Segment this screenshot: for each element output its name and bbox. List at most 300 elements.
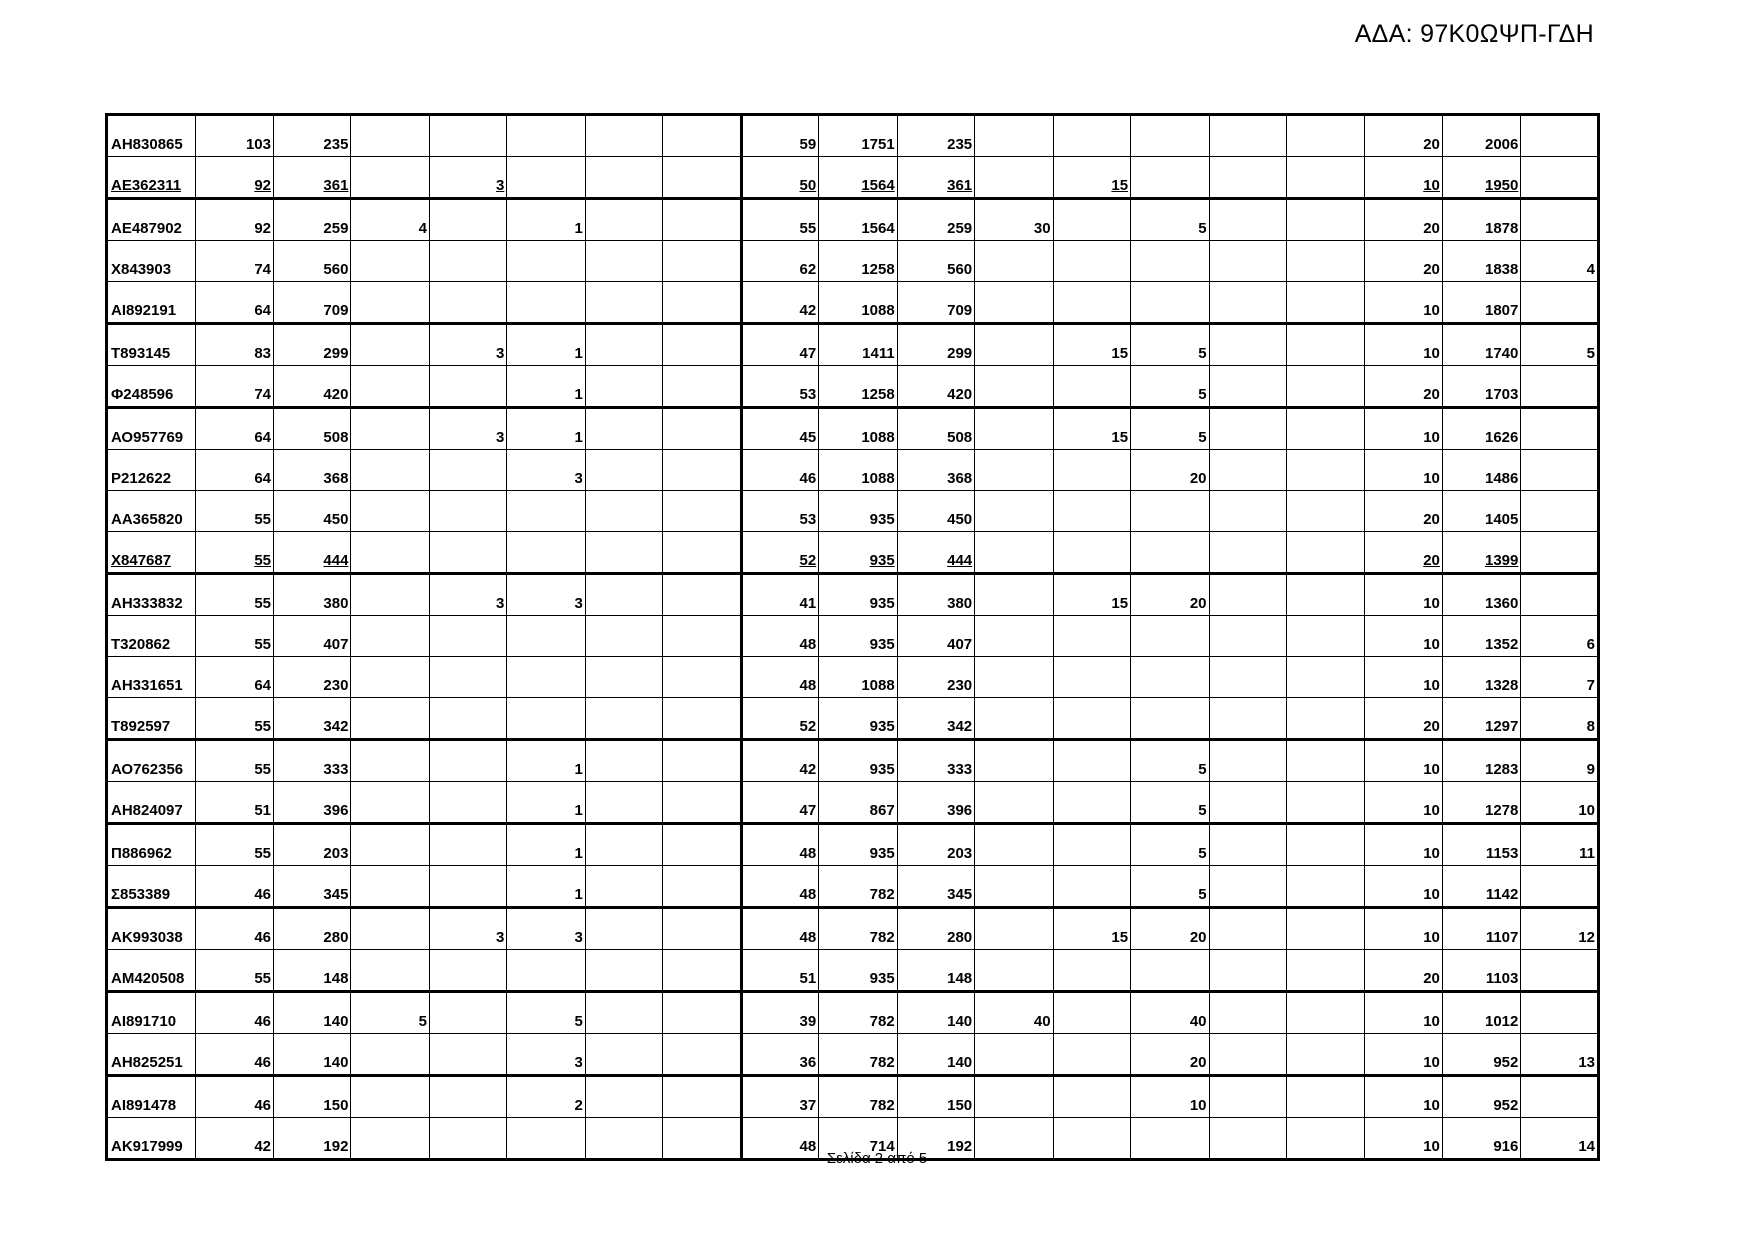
value-cell: 709 (274, 282, 351, 324)
value-cell (1209, 157, 1286, 199)
value-cell (1209, 992, 1286, 1034)
value-cell: 1 (507, 408, 585, 450)
value-cell: 30 (975, 199, 1053, 241)
value-cell: 51 (195, 782, 273, 824)
value-cell: 2 (507, 1076, 585, 1118)
value-cell: 7 (1521, 657, 1599, 698)
value-cell (663, 824, 741, 866)
value-cell (1286, 199, 1364, 241)
value-cell (1521, 866, 1599, 908)
value-cell (1053, 491, 1130, 532)
value-cell (351, 1034, 429, 1076)
id-cell: ΑΙ892191 (107, 282, 196, 324)
value-cell: 1352 (1442, 616, 1520, 657)
value-cell (585, 157, 662, 199)
value-cell: 1 (507, 324, 585, 366)
value-cell (663, 115, 741, 157)
value-cell (1053, 824, 1130, 866)
value-cell: 59 (741, 115, 818, 157)
value-cell (1286, 866, 1364, 908)
value-cell (1521, 574, 1599, 616)
value-cell: 10 (1365, 324, 1442, 366)
id-cell: ΑΜ420508 (107, 950, 196, 992)
value-cell: 20 (1131, 450, 1209, 491)
value-cell: 48 (741, 824, 818, 866)
value-cell (351, 698, 429, 740)
value-cell: 53 (741, 491, 818, 532)
value-cell: 37 (741, 1076, 818, 1118)
value-cell: 407 (274, 616, 351, 657)
value-cell: 45 (741, 408, 818, 450)
value-cell: 259 (897, 199, 974, 241)
value-cell: 3 (507, 1034, 585, 1076)
value-cell (585, 992, 662, 1034)
value-cell (975, 366, 1053, 408)
id-cell: Σ853389 (107, 866, 196, 908)
value-cell: 935 (819, 740, 897, 782)
value-cell (351, 782, 429, 824)
value-cell: 51 (741, 950, 818, 992)
value-cell (1131, 115, 1209, 157)
table-row (107, 574, 1599, 616)
value-cell: 10 (1365, 1118, 1442, 1160)
value-cell: 55 (195, 574, 273, 616)
value-cell (1131, 282, 1209, 324)
value-cell: 1088 (819, 450, 897, 491)
table-row (107, 908, 1599, 950)
value-cell (507, 157, 585, 199)
value-cell: 396 (274, 782, 351, 824)
value-cell: 5 (1131, 324, 1209, 366)
value-cell (1286, 324, 1364, 366)
value-cell: 20 (1365, 950, 1442, 992)
value-cell: 396 (897, 782, 974, 824)
value-cell (1209, 782, 1286, 824)
id-cell: ΑΗ824097 (107, 782, 196, 824)
value-cell: 42 (741, 282, 818, 324)
value-cell (1209, 574, 1286, 616)
value-cell (507, 282, 585, 324)
value-cell: 3 (429, 908, 506, 950)
value-cell: 867 (819, 782, 897, 824)
value-cell (975, 616, 1053, 657)
value-cell: 1 (507, 866, 585, 908)
value-cell: 20 (1365, 491, 1442, 532)
value-cell: 64 (195, 282, 273, 324)
value-cell: 1103 (1442, 950, 1520, 992)
value-cell (1286, 616, 1364, 657)
value-cell (351, 574, 429, 616)
value-cell (585, 616, 662, 657)
value-cell: 55 (195, 698, 273, 740)
value-cell: 5 (1131, 824, 1209, 866)
value-cell: 782 (819, 908, 897, 950)
value-cell (663, 657, 741, 698)
value-cell: 361 (274, 157, 351, 199)
value-cell: 10 (1365, 740, 1442, 782)
value-cell (975, 450, 1053, 491)
value-cell (351, 408, 429, 450)
id-cell: ΑΟ957769 (107, 408, 196, 450)
value-cell: 1258 (819, 366, 897, 408)
value-cell (1286, 740, 1364, 782)
value-cell: 299 (897, 324, 974, 366)
value-cell: 1564 (819, 157, 897, 199)
value-cell: 40 (975, 992, 1053, 1034)
id-cell: ΑΗ830865 (107, 115, 196, 157)
value-cell: 1399 (1442, 532, 1520, 574)
value-cell: 46 (741, 450, 818, 491)
value-cell: 333 (897, 740, 974, 782)
value-cell: 55 (195, 824, 273, 866)
value-cell: 92 (195, 199, 273, 241)
value-cell: 192 (274, 1118, 351, 1160)
value-cell: 20 (1131, 908, 1209, 950)
value-cell: 10 (1365, 657, 1442, 698)
value-cell: 203 (897, 824, 974, 866)
value-cell: 41 (741, 574, 818, 616)
value-cell: 3 (507, 574, 585, 616)
value-cell: 5 (1131, 866, 1209, 908)
value-cell (507, 115, 585, 157)
value-cell (351, 450, 429, 491)
table-row (107, 657, 1599, 698)
value-cell: 345 (897, 866, 974, 908)
id-cell: ΑΙ891478 (107, 1076, 196, 1118)
value-cell (1209, 657, 1286, 698)
value-cell (1521, 950, 1599, 992)
results-table-body (107, 115, 1599, 1160)
value-cell (1131, 616, 1209, 657)
value-cell (1053, 698, 1130, 740)
id-cell: ΑΗ331651 (107, 657, 196, 698)
value-cell (1521, 408, 1599, 450)
table-row (107, 241, 1599, 282)
value-cell (1286, 408, 1364, 450)
value-cell: 5 (507, 992, 585, 1034)
value-cell: 48 (741, 1118, 818, 1160)
value-cell: 15 (1053, 408, 1130, 450)
value-cell: 20 (1365, 532, 1442, 574)
value-cell (585, 1076, 662, 1118)
value-cell: 55 (195, 950, 273, 992)
value-cell: 10 (1365, 908, 1442, 950)
value-cell (975, 574, 1053, 616)
value-cell (975, 532, 1053, 574)
value-cell (663, 450, 741, 491)
value-cell: 20 (1365, 241, 1442, 282)
value-cell: 5 (351, 992, 429, 1034)
value-cell: 48 (741, 866, 818, 908)
value-cell (585, 824, 662, 866)
value-cell (1209, 282, 1286, 324)
value-cell (1286, 698, 1364, 740)
id-cell: ΑΚ993038 (107, 908, 196, 950)
value-cell (351, 491, 429, 532)
value-cell (663, 532, 741, 574)
value-cell: 1 (507, 782, 585, 824)
value-cell (507, 698, 585, 740)
value-cell (429, 491, 506, 532)
value-cell: 782 (819, 992, 897, 1034)
value-cell: 203 (274, 824, 351, 866)
value-cell: 444 (897, 532, 974, 574)
value-cell: 235 (897, 115, 974, 157)
table-row (107, 740, 1599, 782)
value-cell (975, 1076, 1053, 1118)
value-cell (1131, 241, 1209, 282)
value-cell (1209, 698, 1286, 740)
value-cell: 12 (1521, 908, 1599, 950)
value-cell: 150 (274, 1076, 351, 1118)
value-cell: 1258 (819, 241, 897, 282)
value-cell (975, 782, 1053, 824)
id-cell: Τ892597 (107, 698, 196, 740)
value-cell (1053, 782, 1130, 824)
value-cell (975, 698, 1053, 740)
value-cell: 14 (1521, 1118, 1599, 1160)
value-cell: 508 (897, 408, 974, 450)
value-cell: 935 (819, 491, 897, 532)
value-cell (429, 616, 506, 657)
value-cell: 1 (507, 740, 585, 782)
value-cell (585, 324, 662, 366)
value-cell: 368 (274, 450, 351, 491)
table-row (107, 532, 1599, 574)
value-cell: 55 (195, 616, 273, 657)
value-cell: 1012 (1442, 992, 1520, 1034)
value-cell (1209, 866, 1286, 908)
value-cell: 230 (897, 657, 974, 698)
value-cell (1209, 115, 1286, 157)
id-cell: Τ320862 (107, 616, 196, 657)
value-cell (975, 866, 1053, 908)
value-cell (429, 740, 506, 782)
value-cell: 935 (819, 574, 897, 616)
value-cell: 444 (274, 532, 351, 574)
value-cell: 3 (429, 574, 506, 616)
value-cell: 935 (819, 532, 897, 574)
value-cell: 280 (897, 908, 974, 950)
value-cell (351, 616, 429, 657)
value-cell (1053, 616, 1130, 657)
value-cell (975, 408, 1053, 450)
value-cell: 10 (1521, 782, 1599, 824)
value-cell (1053, 199, 1130, 241)
value-cell: 46 (195, 908, 273, 950)
value-cell (1286, 450, 1364, 491)
value-cell: 407 (897, 616, 974, 657)
value-cell (429, 366, 506, 408)
value-cell (1053, 450, 1130, 491)
value-cell: 1 (507, 366, 585, 408)
value-cell (1286, 115, 1364, 157)
value-cell (351, 950, 429, 992)
table-row (107, 408, 1599, 450)
value-cell (663, 574, 741, 616)
value-cell: 280 (274, 908, 351, 950)
value-cell: 10 (1365, 1076, 1442, 1118)
value-cell: 15 (1053, 574, 1130, 616)
value-cell: 140 (274, 992, 351, 1034)
value-cell: 10 (1365, 992, 1442, 1034)
value-cell: 1 (507, 199, 585, 241)
value-cell: 1740 (1442, 324, 1520, 366)
value-cell (429, 1034, 506, 1076)
value-cell (1209, 450, 1286, 491)
value-cell (351, 866, 429, 908)
value-cell (975, 115, 1053, 157)
value-cell: 782 (819, 1034, 897, 1076)
value-cell: 5 (1521, 324, 1599, 366)
value-cell: 140 (897, 992, 974, 1034)
value-cell: 1838 (1442, 241, 1520, 282)
value-cell (585, 532, 662, 574)
value-cell (585, 1034, 662, 1076)
value-cell: 935 (819, 698, 897, 740)
value-cell (1131, 657, 1209, 698)
value-cell: 55 (195, 532, 273, 574)
value-cell (1286, 1034, 1364, 1076)
value-cell (1209, 740, 1286, 782)
value-cell (1286, 950, 1364, 992)
value-cell (1209, 324, 1286, 366)
value-cell (1053, 366, 1130, 408)
value-cell (1053, 1076, 1130, 1118)
value-cell (663, 366, 741, 408)
value-cell (1053, 992, 1130, 1034)
value-cell (1286, 1076, 1364, 1118)
id-cell: Φ248596 (107, 366, 196, 408)
value-cell: 380 (274, 574, 351, 616)
value-cell (1286, 657, 1364, 698)
value-cell (585, 782, 662, 824)
value-cell (1053, 1034, 1130, 1076)
table-row (107, 950, 1599, 992)
value-cell (1286, 782, 1364, 824)
value-cell (351, 157, 429, 199)
value-cell: 52 (741, 532, 818, 574)
value-cell: 1142 (1442, 866, 1520, 908)
value-cell (663, 408, 741, 450)
value-cell: 230 (274, 657, 351, 698)
value-cell: 39 (741, 992, 818, 1034)
value-cell (351, 1076, 429, 1118)
id-cell: ΑΕ362311 (107, 157, 196, 199)
value-cell (351, 282, 429, 324)
value-cell: 20 (1365, 199, 1442, 241)
value-cell (1521, 1076, 1599, 1118)
value-cell: 47 (741, 782, 818, 824)
value-cell: 1088 (819, 657, 897, 698)
value-cell (1286, 532, 1364, 574)
value-cell: 148 (897, 950, 974, 992)
value-cell: 6 (1521, 616, 1599, 657)
table-row (107, 366, 1599, 408)
value-cell: 5 (1131, 782, 1209, 824)
value-cell (1131, 491, 1209, 532)
value-cell (663, 992, 741, 1034)
value-cell (663, 199, 741, 241)
value-cell (1521, 450, 1599, 491)
value-cell: 10 (1365, 408, 1442, 450)
value-cell (429, 199, 506, 241)
value-cell: 55 (195, 740, 273, 782)
value-cell: 55 (741, 199, 818, 241)
value-cell (975, 740, 1053, 782)
value-cell: 1751 (819, 115, 897, 157)
id-cell: ΑΑ365820 (107, 491, 196, 532)
value-cell: 48 (741, 616, 818, 657)
value-cell: 46 (195, 1034, 273, 1076)
value-cell (429, 782, 506, 824)
value-cell (663, 698, 741, 740)
value-cell: 342 (274, 698, 351, 740)
value-cell (1131, 532, 1209, 574)
table-row (107, 199, 1599, 241)
value-cell: 62 (741, 241, 818, 282)
table-row (107, 616, 1599, 657)
value-cell: 8 (1521, 698, 1599, 740)
value-cell: 10 (1365, 824, 1442, 866)
value-cell (351, 824, 429, 866)
value-cell: 192 (897, 1118, 974, 1160)
value-cell (1209, 366, 1286, 408)
value-cell: 83 (195, 324, 273, 366)
value-cell: 5 (1131, 366, 1209, 408)
value-cell (1209, 532, 1286, 574)
value-cell (975, 657, 1053, 698)
value-cell: 450 (274, 491, 351, 532)
value-cell (663, 616, 741, 657)
value-cell (1209, 616, 1286, 657)
value-cell: 1088 (819, 408, 897, 450)
value-cell (1053, 532, 1130, 574)
value-cell (975, 950, 1053, 992)
value-cell: 64 (195, 450, 273, 491)
id-cell: ΑΙ891710 (107, 992, 196, 1034)
value-cell: 1564 (819, 199, 897, 241)
value-cell (663, 1034, 741, 1076)
value-cell (1053, 657, 1130, 698)
value-cell: 714 (819, 1118, 897, 1160)
value-cell (663, 491, 741, 532)
value-cell: 782 (819, 866, 897, 908)
value-cell (507, 491, 585, 532)
value-cell (1209, 950, 1286, 992)
value-cell: 74 (195, 366, 273, 408)
value-cell: 368 (897, 450, 974, 491)
value-cell: 3 (507, 450, 585, 491)
table-row (107, 782, 1599, 824)
value-cell (1131, 950, 1209, 992)
value-cell: 342 (897, 698, 974, 740)
value-cell (507, 241, 585, 282)
value-cell (1209, 1076, 1286, 1118)
ada-code: ΑΔΑ: 97Κ0ΩΨΠ-ΓΔΗ (1354, 20, 1594, 48)
table-row (107, 282, 1599, 324)
table-row (107, 324, 1599, 366)
value-cell (1286, 366, 1364, 408)
value-cell: 1807 (1442, 282, 1520, 324)
table-row (107, 450, 1599, 491)
value-cell (1521, 992, 1599, 1034)
value-cell (351, 115, 429, 157)
value-cell (1521, 115, 1599, 157)
value-cell (429, 698, 506, 740)
value-cell: 40 (1131, 992, 1209, 1034)
value-cell (351, 241, 429, 282)
